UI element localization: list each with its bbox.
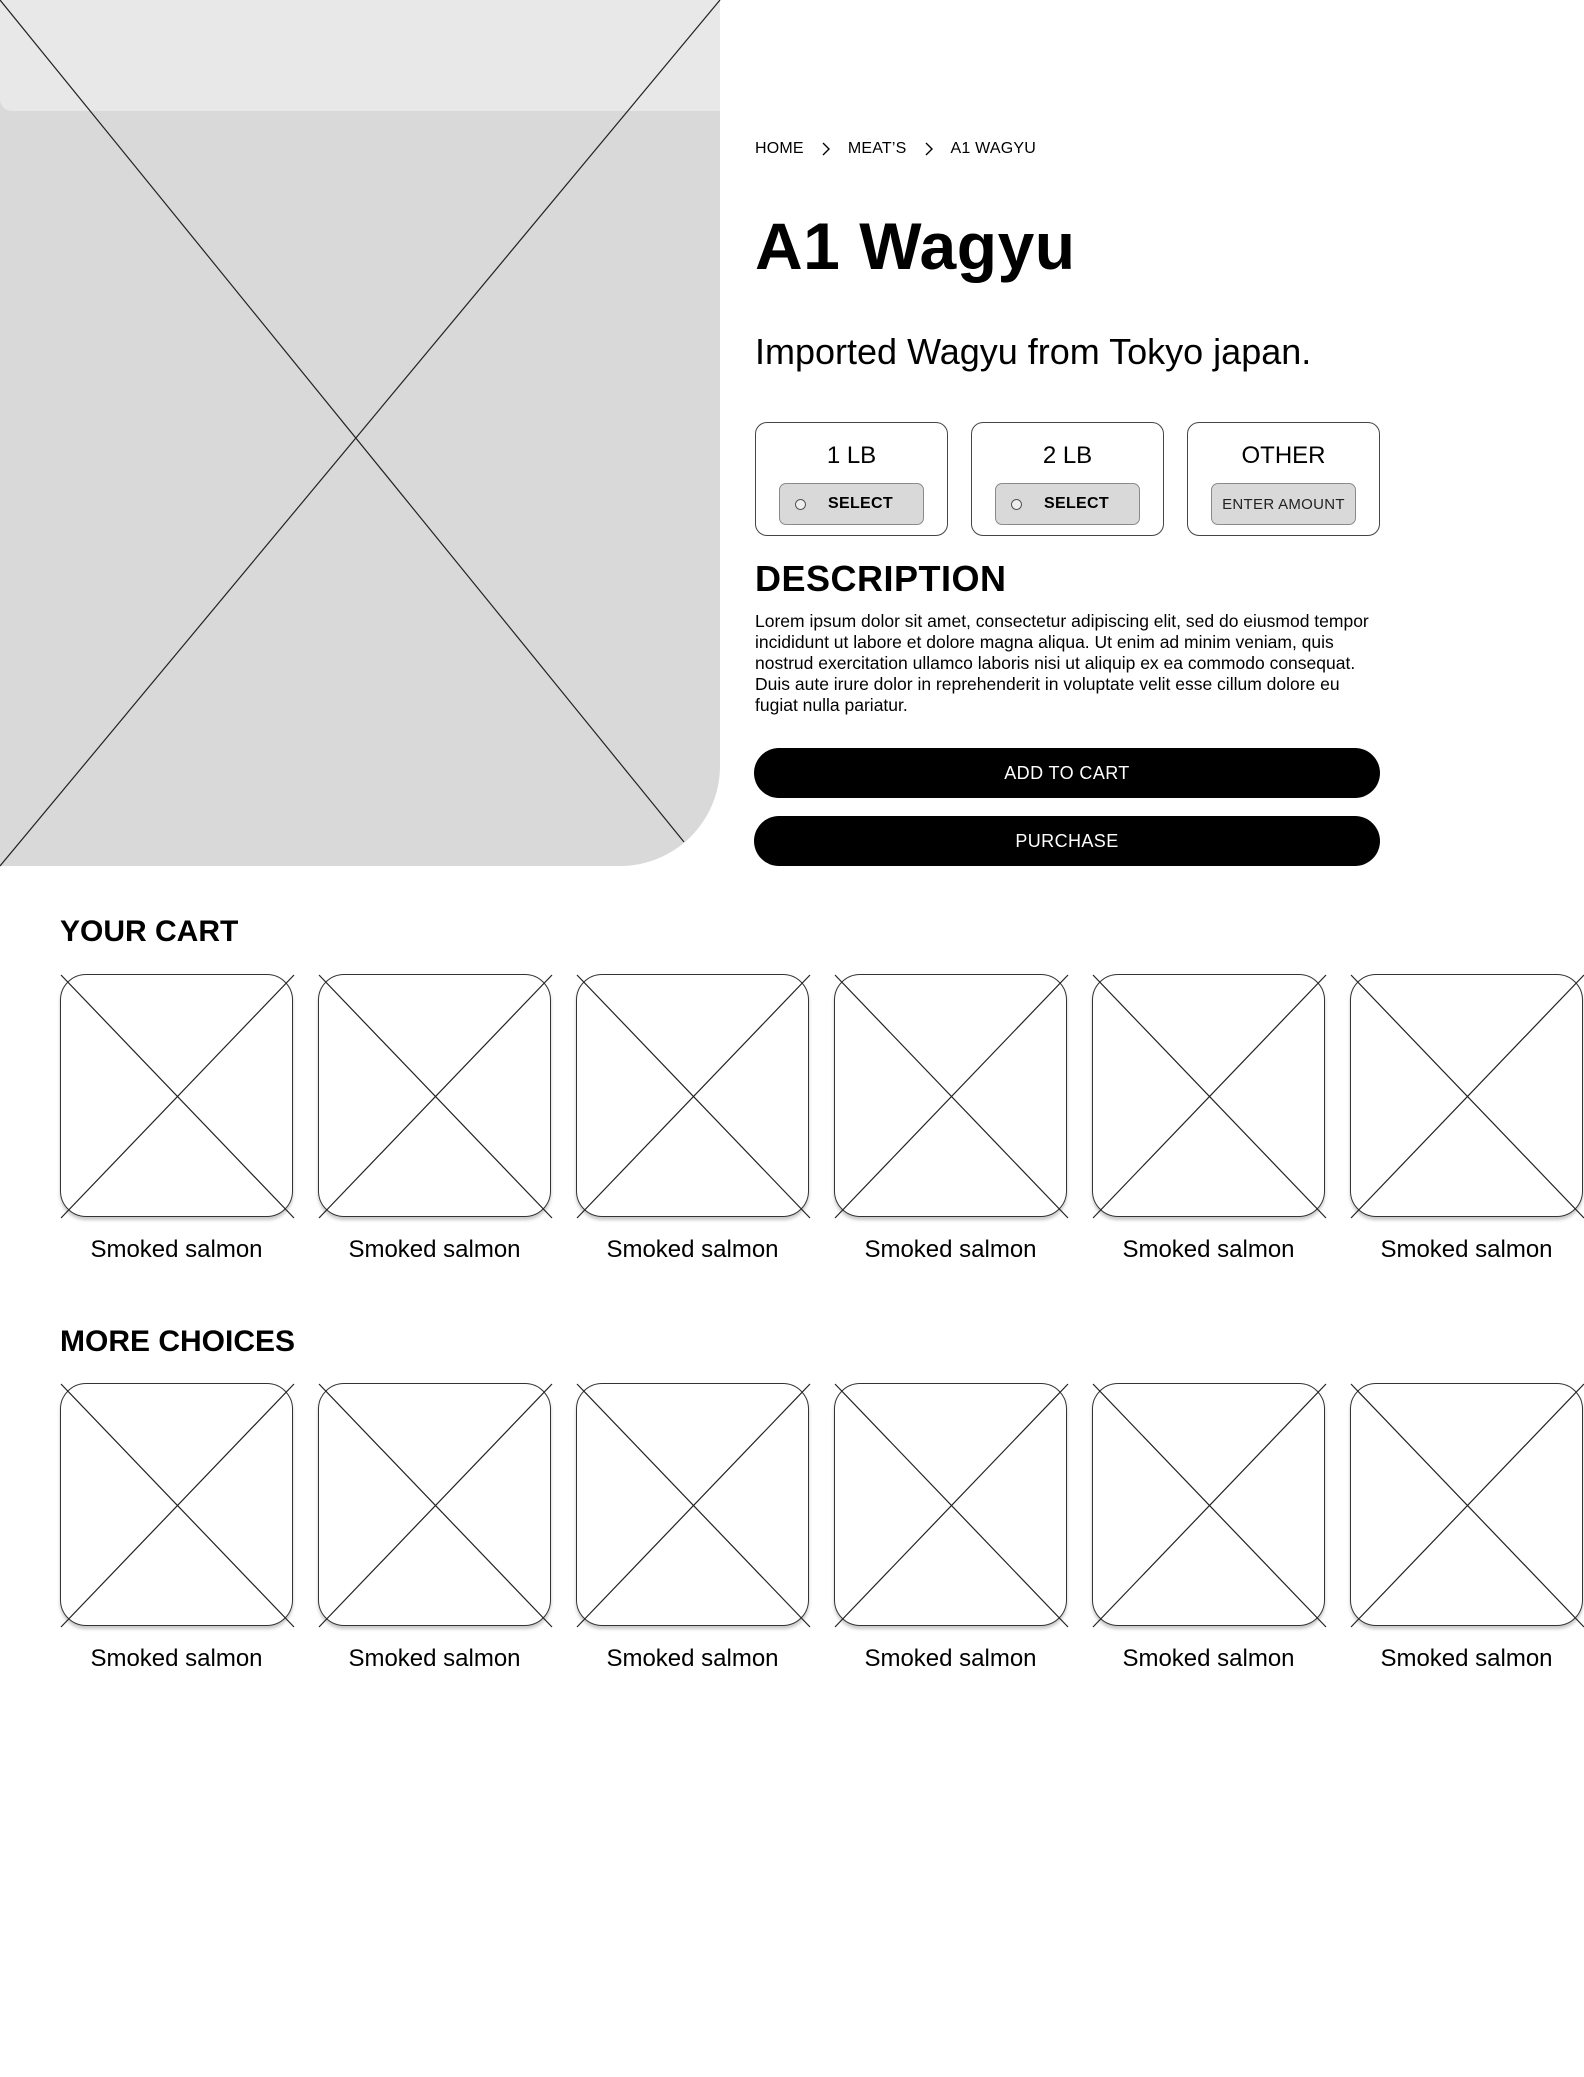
option-label: 1 LB [826, 442, 877, 469]
breadcrumb-home[interactable]: HOME [755, 140, 804, 157]
item-image-placeholder[interactable] [1092, 974, 1325, 1217]
image-placeholder-icon [61, 1384, 294, 1627]
product-image-placeholder [0, 0, 720, 866]
option-card-2lb [971, 422, 1164, 536]
image-placeholder-icon [61, 975, 294, 1218]
cart-section-title: YOUR CART [60, 915, 239, 948]
image-placeholder-icon [319, 975, 552, 1218]
cart-carousel[interactable] [0, 974, 1553, 1284]
breadcrumb-meats[interactable]: MEAT’S [847, 140, 907, 157]
item-image-placeholder[interactable] [1092, 1383, 1325, 1626]
option-label: OTHER [1241, 442, 1326, 469]
item-image-placeholder[interactable] [60, 1383, 293, 1626]
radio-icon[interactable] [795, 499, 806, 510]
select-button-1lb[interactable] [779, 483, 924, 525]
cart-item[interactable] [60, 974, 293, 1265]
option-card-other [1187, 422, 1380, 536]
radio-icon[interactable] [1011, 499, 1022, 510]
cart-item[interactable] [834, 974, 1067, 1265]
item-image-placeholder[interactable] [834, 1383, 1067, 1626]
breadcrumb [755, 138, 1036, 160]
select-button-label: SELECT [828, 495, 893, 512]
image-placeholder-icon [1351, 975, 1584, 1218]
cart-item[interactable] [318, 974, 551, 1265]
description-heading: DESCRIPTION [755, 558, 1007, 599]
image-placeholder-icon [577, 1384, 810, 1627]
item-name: Smoked salmon [348, 1236, 521, 1263]
option-label: 2 LB [1042, 442, 1093, 469]
item-image-placeholder[interactable] [60, 974, 293, 1217]
item-name: Smoked salmon [864, 1236, 1037, 1263]
add-to-cart-button[interactable]: ADD TO CART [754, 748, 1380, 798]
item-name: Smoked salmon [606, 1645, 779, 1672]
more-choices-item[interactable] [576, 1383, 809, 1674]
item-name: Smoked salmon [348, 1645, 521, 1672]
option-card-1lb [755, 422, 948, 536]
more-choices-item[interactable] [1092, 1383, 1325, 1674]
breadcrumb-current[interactable]: A1 WAGYU [950, 140, 1036, 157]
product-title: A1 Wagyu [755, 209, 1076, 283]
description-text: Lorem ipsum dolor sit amet, consectetur adipiscing elit, sed do eiusmod tempor incididunt ut labore et dolore magna aliqua. Ut enim ad minim veniam, quis nostrud exercitation ullamco laboris nisi ut aliquip ex ea commodo consequat. Duis aute irure dolor in reprehenderit in voluptate velit esse cillum dolore eu fugiat nulla pariatur. [755, 611, 1369, 715]
image-placeholder-icon [1093, 1384, 1326, 1627]
more-choices-carousel[interactable] [0, 1383, 1553, 1693]
image-placeholder-icon [1093, 975, 1326, 1218]
cart-item[interactable] [1092, 974, 1325, 1265]
item-image-placeholder[interactable] [834, 974, 1067, 1217]
chevron-right-icon [907, 140, 951, 158]
item-image-placeholder[interactable] [318, 1383, 551, 1626]
item-name: Smoked salmon [1122, 1645, 1295, 1672]
item-name: Smoked salmon [90, 1645, 263, 1672]
item-name: Smoked salmon [1122, 1236, 1295, 1263]
item-image-placeholder[interactable] [1350, 974, 1583, 1217]
product-subtitle: Imported Wagyu from Tokyo japan. [755, 331, 1312, 372]
image-placeholder-icon [0, 0, 720, 866]
more-choices-item[interactable] [1350, 1383, 1583, 1674]
more-choices-section-title: MORE CHOICES [60, 1325, 296, 1358]
item-name: Smoked salmon [90, 1236, 263, 1263]
item-image-placeholder[interactable] [1350, 1383, 1583, 1626]
select-button-label: SELECT [1044, 495, 1109, 512]
item-name: Smoked salmon [606, 1236, 779, 1263]
item-image-placeholder[interactable] [576, 1383, 809, 1626]
image-placeholder-icon [319, 1384, 552, 1627]
more-choices-item[interactable] [60, 1383, 293, 1674]
image-placeholder-icon [835, 1384, 1068, 1627]
item-name: Smoked salmon [864, 1645, 1037, 1672]
purchase-button[interactable]: PURCHASE [754, 816, 1380, 866]
item-image-placeholder[interactable] [576, 974, 809, 1217]
image-placeholder-icon [1351, 1384, 1584, 1627]
image-placeholder-icon [835, 975, 1068, 1218]
item-image-placeholder[interactable] [318, 974, 551, 1217]
chevron-right-icon [804, 140, 848, 158]
cart-item[interactable] [1350, 974, 1583, 1265]
enter-amount-input[interactable] [1211, 483, 1356, 525]
more-choices-item[interactable] [834, 1383, 1067, 1674]
enter-amount-placeholder: ENTER AMOUNT [1222, 495, 1345, 513]
item-name: Smoked salmon [1380, 1236, 1553, 1263]
image-placeholder-icon [577, 975, 810, 1218]
cart-item[interactable] [576, 974, 809, 1265]
select-button-2lb[interactable] [995, 483, 1140, 525]
more-choices-item[interactable] [318, 1383, 551, 1674]
item-name: Smoked salmon [1380, 1645, 1553, 1672]
